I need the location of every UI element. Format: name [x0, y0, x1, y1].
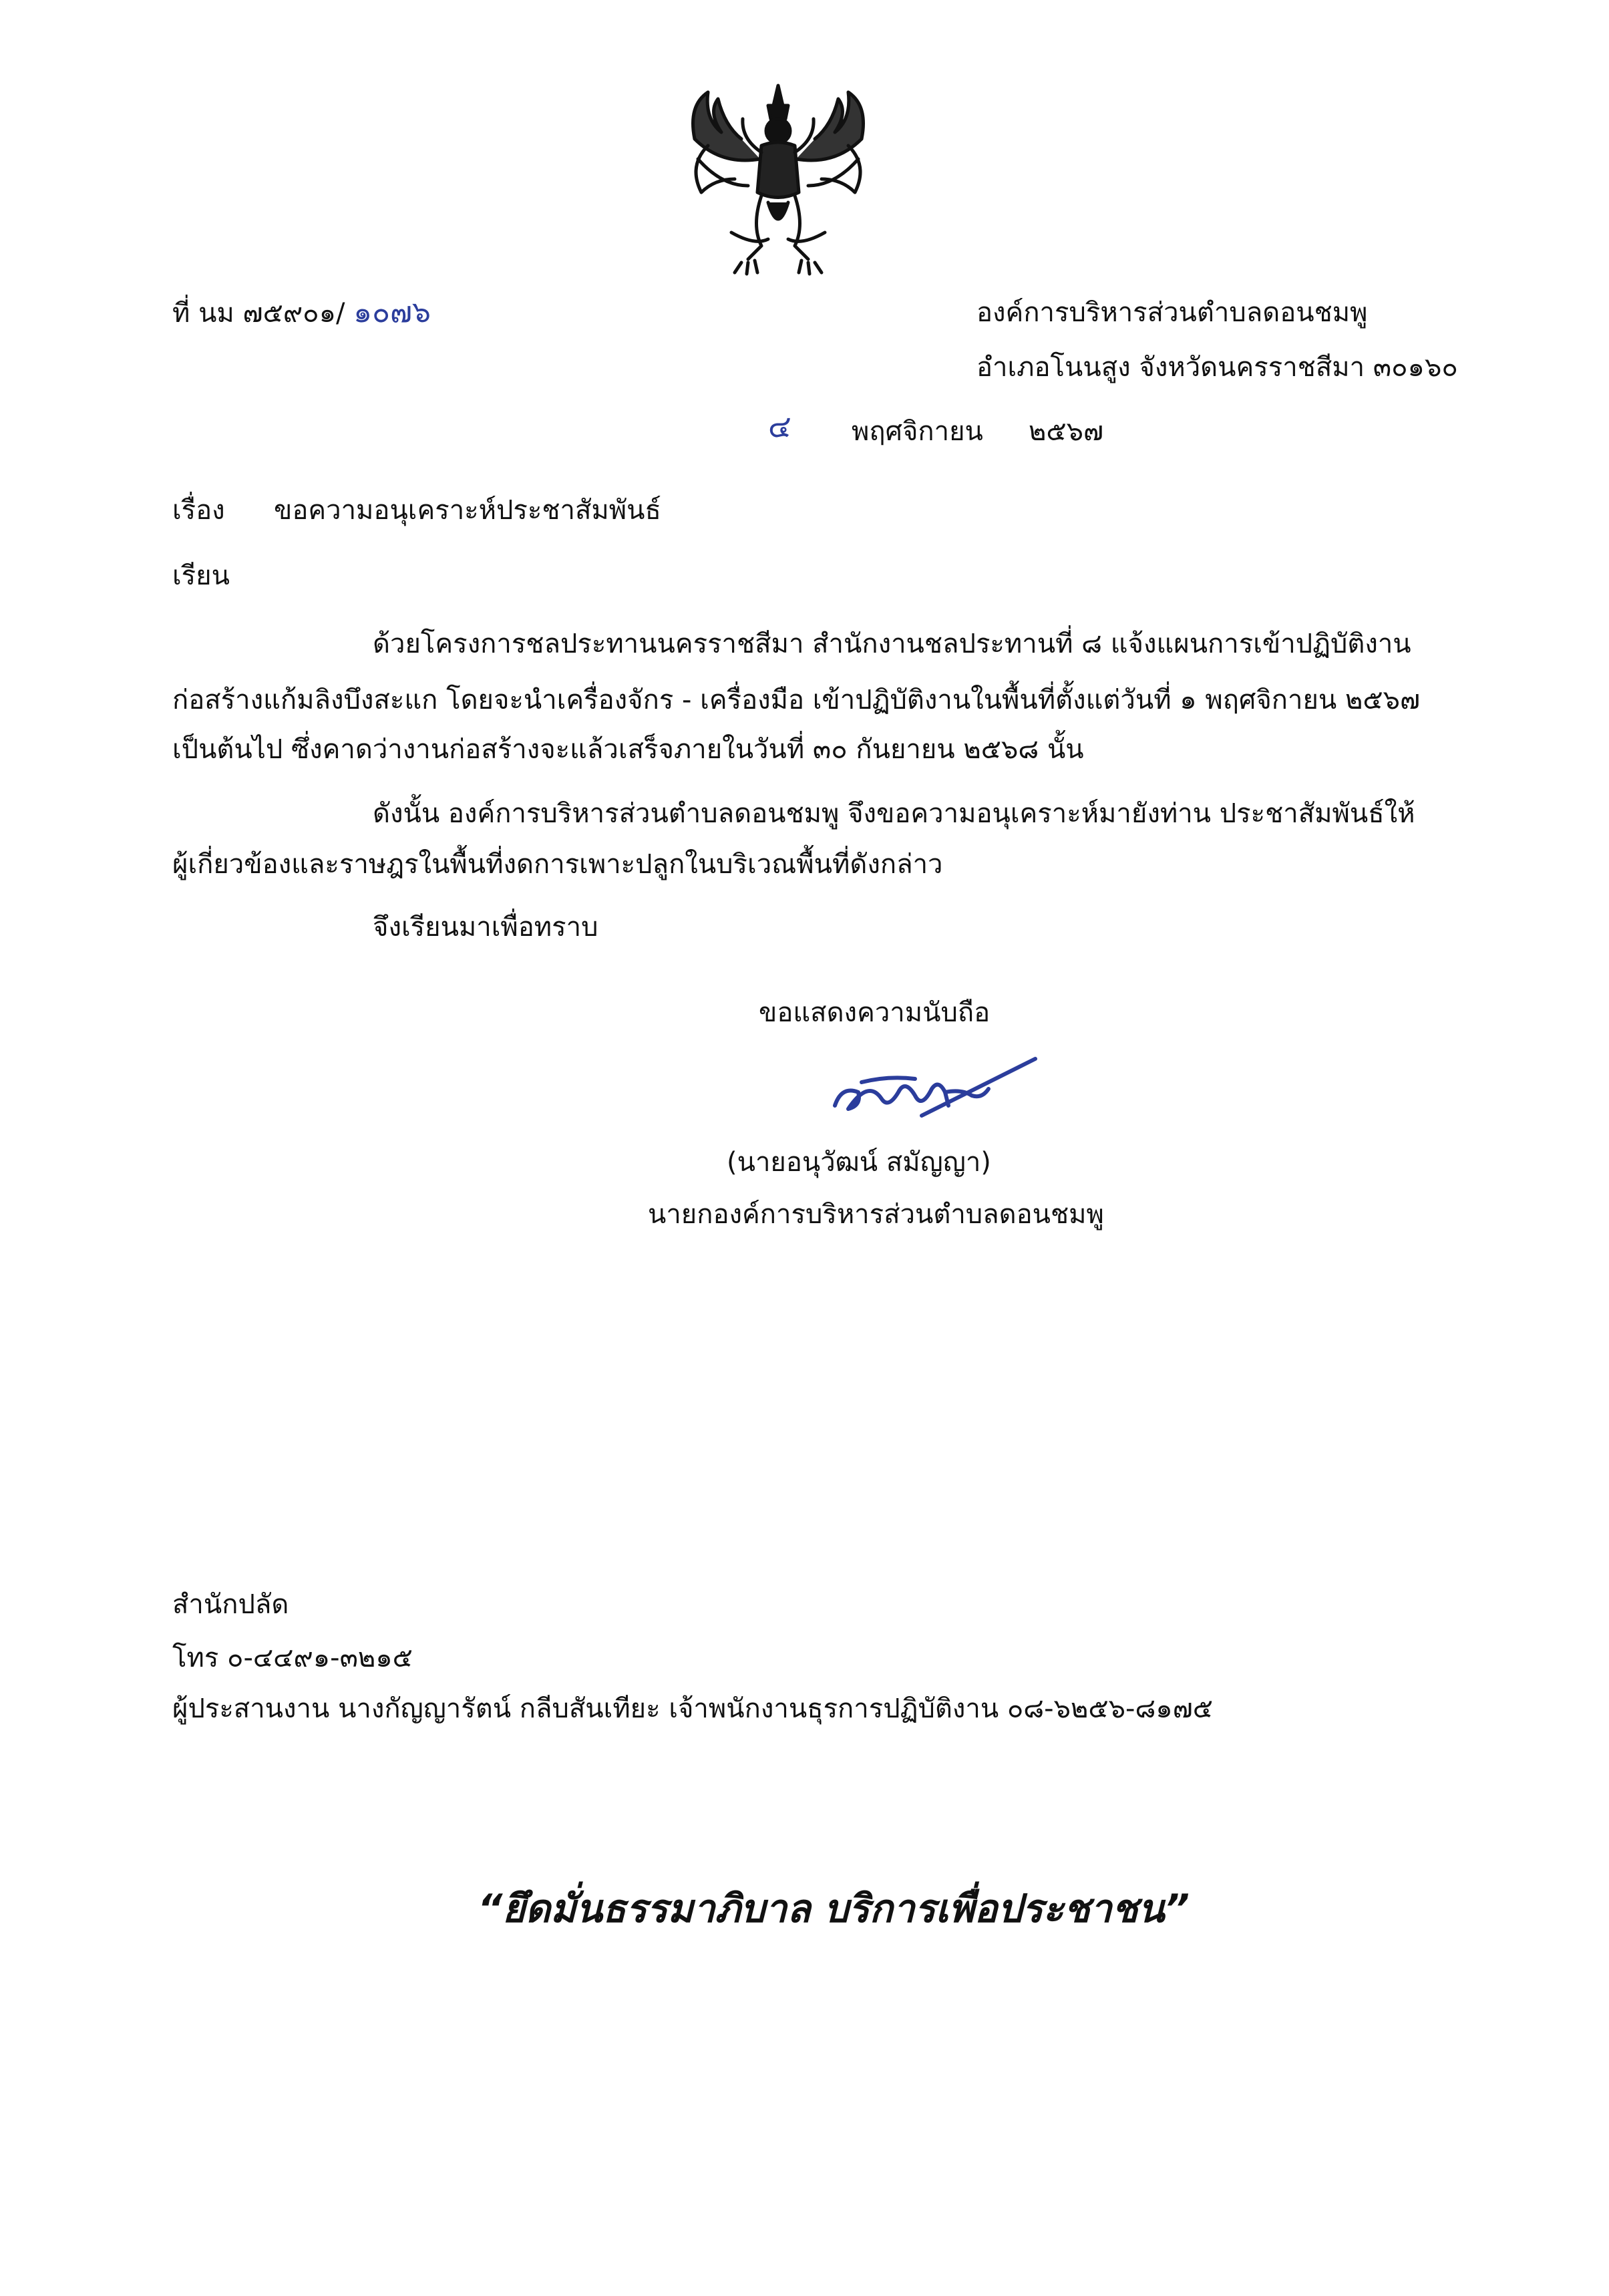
signature: [822, 1052, 1042, 1132]
date-day-handwritten: ๔: [768, 408, 791, 444]
signer-name: (นายอนุวัฒน์ สมัญญา): [727, 1147, 991, 1178]
body-paragraph-1-line-3: เป็นต้นไป ซึ่งคาดว่างานก่อสร้างจะแล้วเสร็จภายในวันที่ ๓๐ กันยายน ๒๕๖๘ นั้น: [172, 734, 1084, 765]
footer-coordinator: ผู้ประสานงาน นางกัญญารัตน์ กลีบสันเทียะ เจ้าพนักงานธุรการปฏิบัติงาน ๐๘-๖๒๕๖-๘๑๗๕: [172, 1693, 1214, 1724]
body-paragraph-1-line-2: ก่อสร้างแก้มลิงบึงสะแก โดยจะนำเครื่องจักร - เครื่องมือ เข้าปฏิบัติงานในพื้นที่ตั้งแต่วันที่ ๑ พฤศจิกายน ๒๕๖๗: [172, 685, 1421, 715]
body-paragraph-3: จึงเรียนมาเพื่อทราบ: [373, 912, 598, 943]
body-paragraph-2-line-2: ผู้เกี่ยวข้องและราษฎรในพื้นที่งดการเพาะปลูกในบริเวณพื้นที่ดังกล่าว: [172, 849, 943, 880]
garuda-emblem-icon: [668, 79, 888, 279]
salutation-label: เรียน: [172, 560, 230, 591]
org-name: องค์การบริหารส่วนตำบลดอนชมพู: [976, 297, 1368, 328]
date-year: ๒๕๖๗: [1029, 416, 1104, 447]
signer-position: นายกองค์การบริหารส่วนตำบลดอนชมพู: [648, 1199, 1104, 1230]
subject-label: เรื่อง: [172, 495, 225, 526]
date-month: พฤศจิกายน: [852, 416, 983, 447]
body-paragraph-1-line-1: ด้วยโครงการชลประทานนครราชสีมา สำนักงานชลประทานที่ ๘ แจ้งแผนการเข้าปฏิบัติงาน: [373, 629, 1411, 659]
footer-office: สำนักปลัด: [172, 1589, 289, 1620]
footer-phone: โทร ๐-๔๔๙๑-๓๒๑๕: [172, 1643, 413, 1673]
body-paragraph-2-line-1: ดังนั้น องค์การบริหารส่วนตำบลดอนชมพู จึงขอความอนุเคราะห์มายังท่าน ประชาสัมพันธ์ให้: [373, 798, 1415, 829]
subject-text: ขอความอนุเคราะห์ประชาสัมพันธ์: [274, 495, 661, 526]
document-number: [172, 294, 431, 332]
closing-regards: ขอแสดงความนับถือ: [759, 997, 991, 1028]
document-number-prefix: ที่ นม ๗๕๙๐๑/: [172, 298, 345, 329]
org-address: อำเภอโนนสูง จังหวัดนครราชสีมา ๓๐๑๖๐: [976, 352, 1458, 383]
document-number-handwritten: ๑๐๗๖: [353, 295, 431, 329]
slogan: “ยึดมั่นธรรมาภิบาล บริการเพื่อประชาชน”: [478, 1886, 1190, 1931]
